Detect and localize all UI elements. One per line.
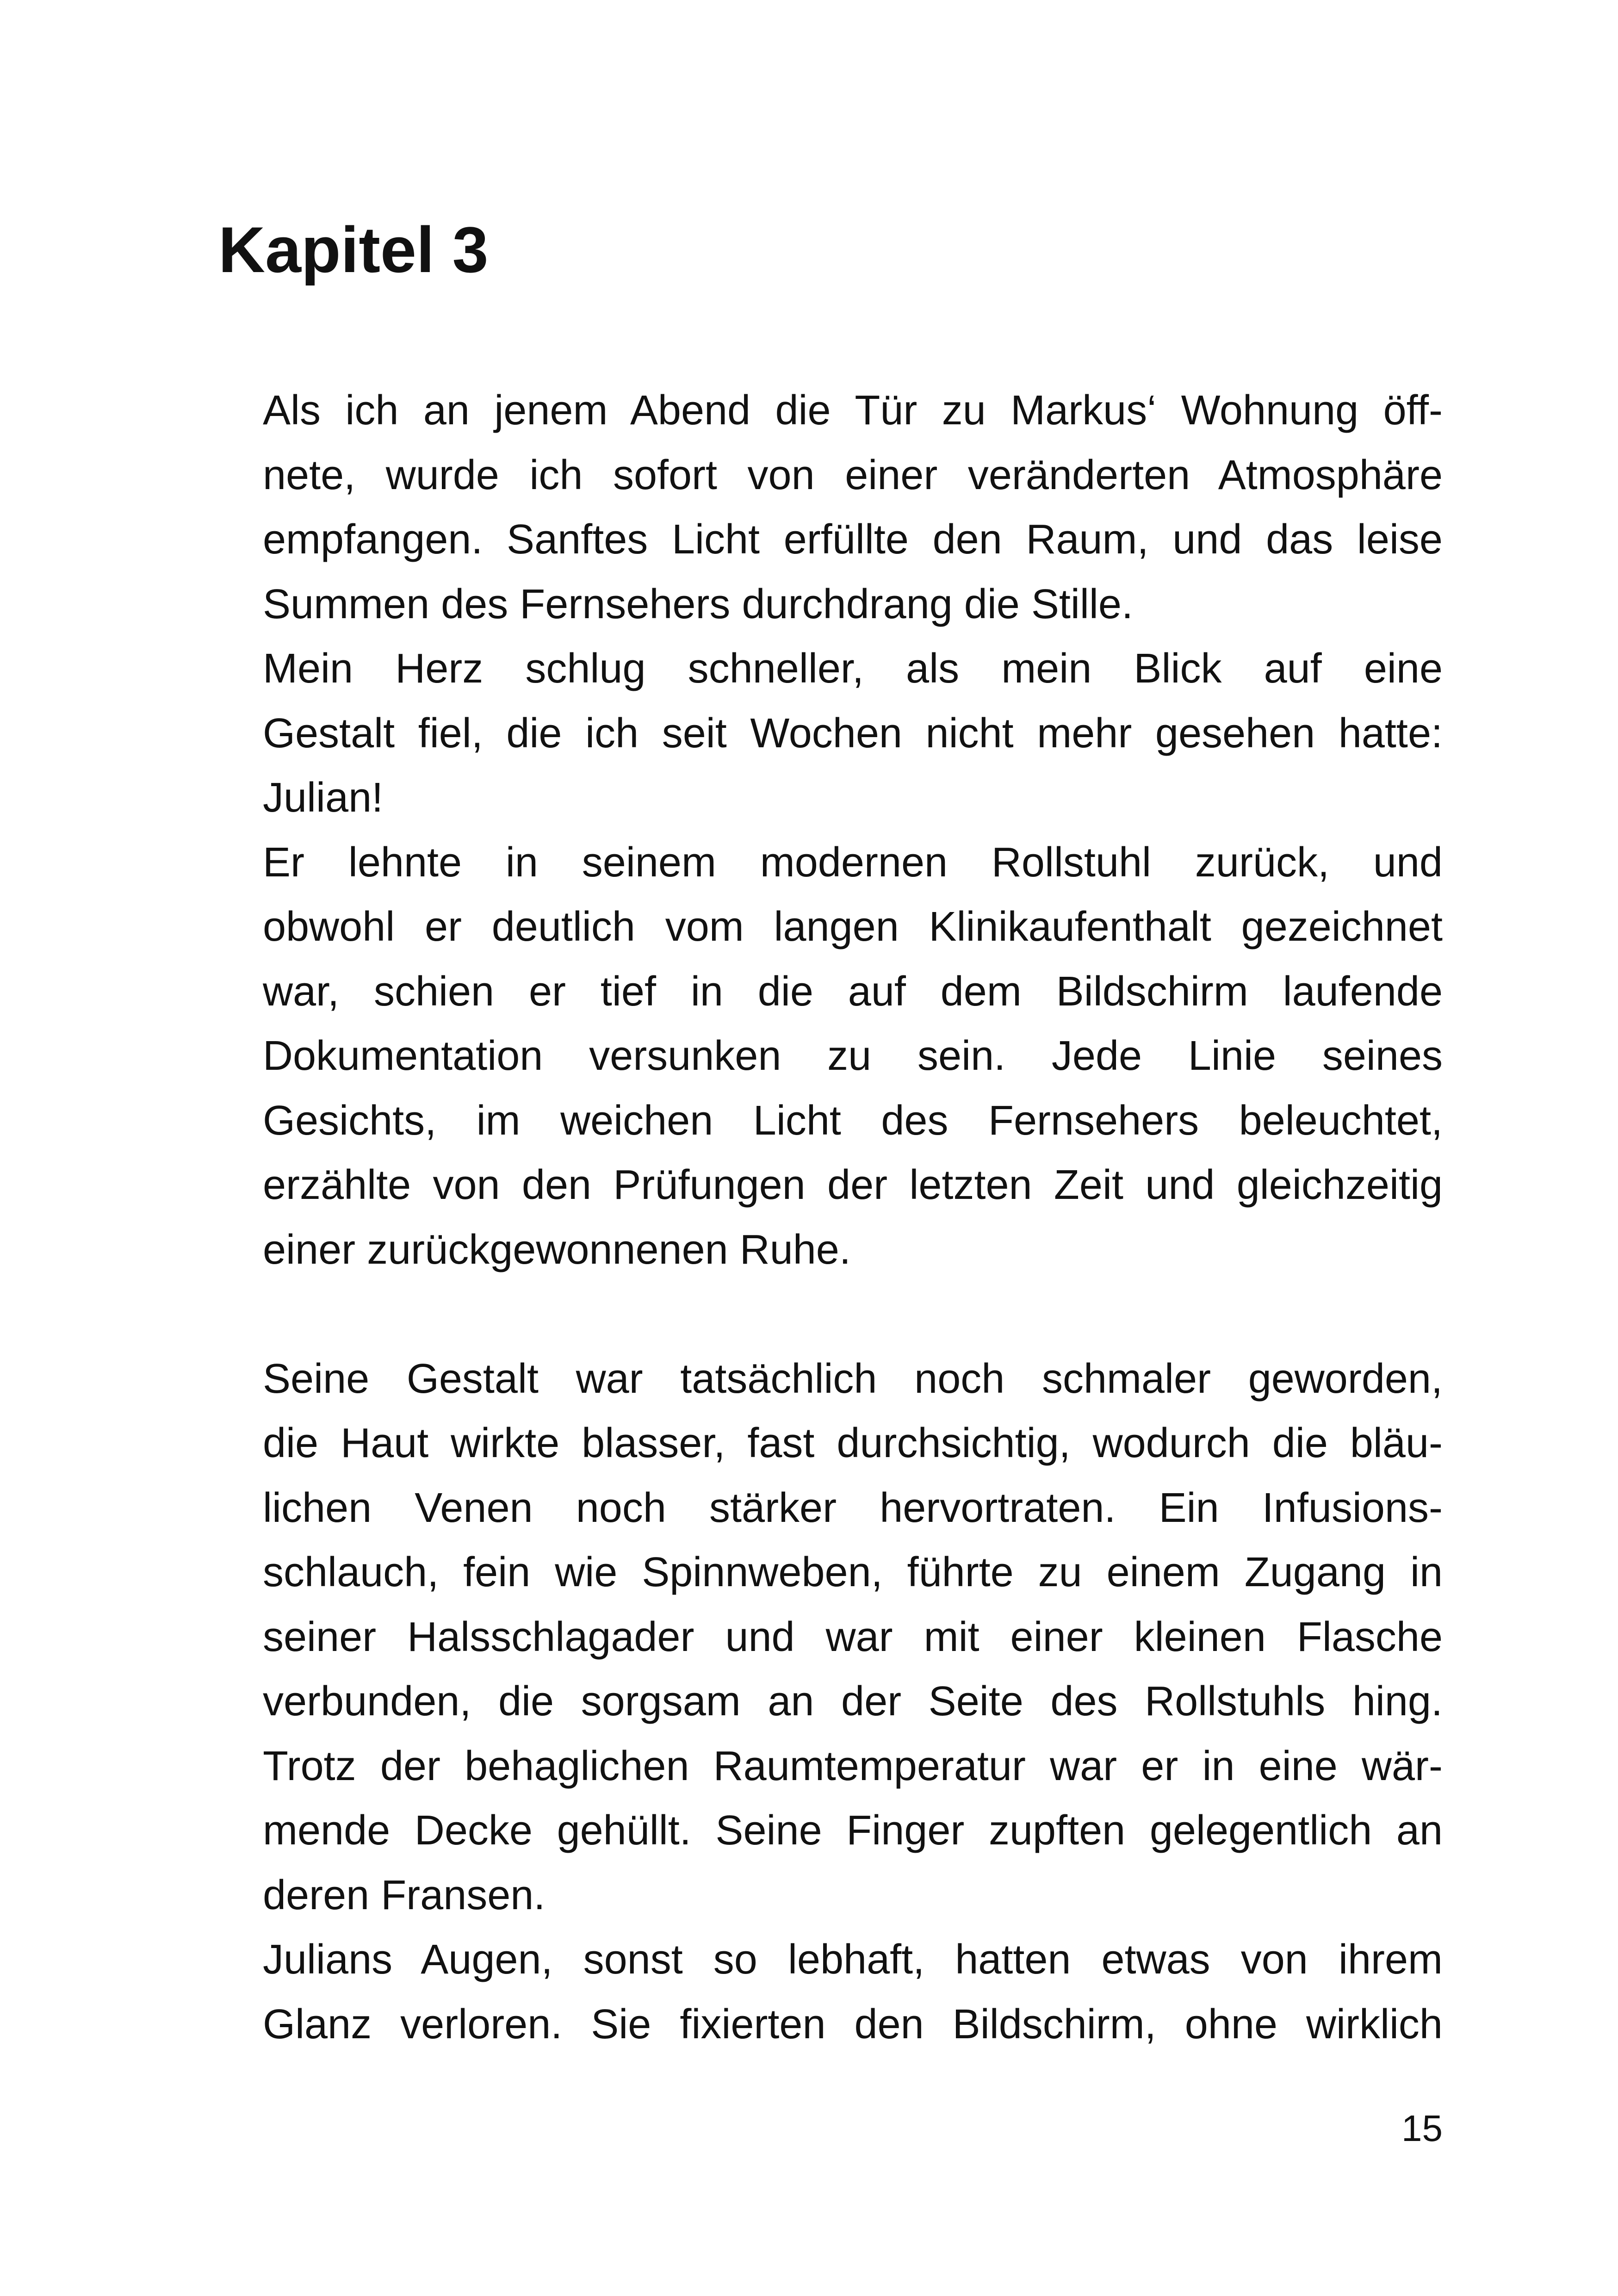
- text-line: schlauch, fein wie Spinnweben, führte zu einem Zugang in: [263, 1549, 1443, 1595]
- text-line: Dokumentation versunken zu sein. Jede Linie seines: [263, 1033, 1443, 1079]
- paragraph-1: [218, 379, 1443, 637]
- text-line: mende Decke gehüllt. Seine Finger zupften gelegentlich an: [263, 1807, 1443, 1854]
- section-break: [218, 1282, 1443, 1347]
- body-text: [218, 379, 1443, 2057]
- text-line: Julian!: [263, 775, 384, 821]
- text-line: Mein Herz schlug schneller, als mein Blick auf eine: [263, 645, 1443, 692]
- text-line: seiner Halsschlagader und war mit einer kleinen Flasche: [263, 1613, 1443, 1660]
- text-line: war, schien er tief in die auf dem Bildschirm laufende: [263, 968, 1443, 1015]
- text-line: Trotz der behaglichen Raumtemperatur war er in eine wär-: [263, 1743, 1443, 1789]
- paragraph-4: [218, 1347, 1443, 1928]
- text-line: Gesichts, im weichen Licht des Fernsehers beleuchtet,: [263, 1097, 1443, 1144]
- text-line: lichen Venen noch stärker hervortraten. Ein Infusions-: [263, 1484, 1443, 1531]
- text-line: Summen des Fernsehers durchdrang die Stille.: [263, 581, 1133, 627]
- page-number: 15: [1401, 2108, 1443, 2149]
- text-line: erzählte von den Prüfungen der letzten Zeit und gleichzeitig: [263, 1162, 1443, 1208]
- text-line: Gestalt fiel, die ich seit Wochen nicht mehr gesehen hatte:: [263, 710, 1443, 757]
- text-line: Seine Gestalt war tatsächlich noch schmaler geworden,: [263, 1355, 1443, 1402]
- text-line: empfangen. Sanftes Licht erfüllte den Raum, und das leise: [263, 516, 1443, 563]
- text-line: nete, wurde ich sofort von einer veränderten Atmosphäre: [263, 452, 1443, 498]
- text-line: Er lehnte in seinem modernen Rollstuhl zurück, und: [263, 839, 1443, 886]
- paragraph-5: [218, 1928, 1443, 2057]
- text-line: Glanz verloren. Sie fixierten den Bildschirm, ohne wirklich: [263, 2001, 1443, 2048]
- text-line: deren Fransen.: [263, 1872, 546, 1918]
- text-line: verbunden, die sorgsam an der Seite des Rollstuhls hing.: [263, 1678, 1443, 1725]
- text-line: einer zurückgewonnenen Ruhe.: [263, 1226, 851, 1273]
- text-line: Als ich an jenem Abend die Tür zu Markus‘ Wohnung öff-: [263, 387, 1443, 434]
- text-line: die Haut wirkte blasser, fast durchsichtig, wodurch die bläu-: [263, 1420, 1443, 1466]
- text-line: obwohl er deutlich vom langen Klinikaufenthalt gezeichnet: [263, 904, 1443, 950]
- paragraph-2: [218, 637, 1443, 831]
- paragraph-3: [218, 831, 1443, 1283]
- text-line: Julians Augen, sonst so lebhaft, hatten etwas von ihrem: [263, 1936, 1443, 1983]
- chapter-title: Kapitel 3: [218, 213, 489, 286]
